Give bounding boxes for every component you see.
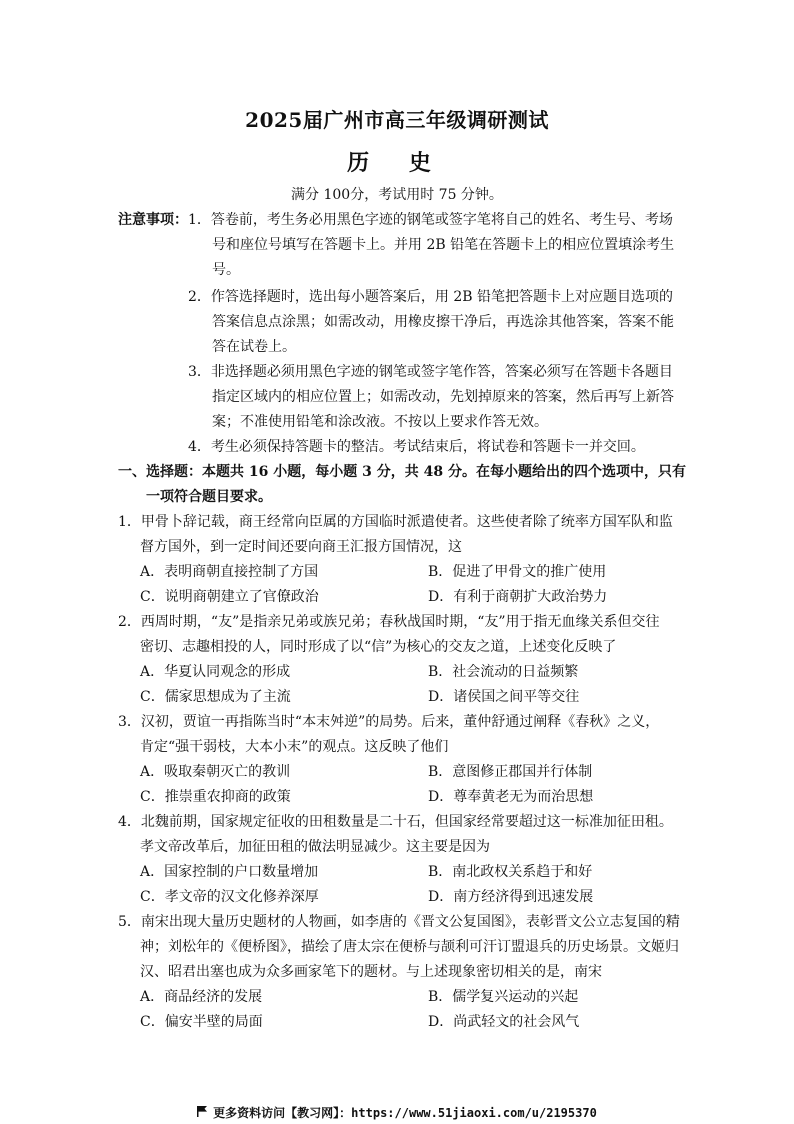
question-stem: 2．西周时期，“友”是指亲兄弟或族兄弟；春秋战国时期，“友”用于指无血缘关系但交往	[118, 614, 660, 630]
exam-title: 2025届广州市高三年级调研测试	[245, 108, 549, 132]
option-d: D．尊奉黄老无为而治思想	[428, 789, 594, 805]
question-stem: 1．甲骨卜辞记载，商王经常向臣属的方国临时派遣使者。这些使者除了统率方国军队和监	[118, 514, 673, 530]
notes-line: 3．非选择题必须用黑色字迹的钢笔或签字笔作答，答案必须写在答题卡各题目	[188, 364, 673, 380]
option-d: D．有利于商朝扩大政治势力	[428, 589, 608, 605]
option-c: C．儒家思想成为了主流	[140, 689, 291, 705]
section-heading-cont: 一项符合题目要求。	[146, 489, 272, 505]
option-b: B．促进了甲骨文的推广使用	[428, 564, 607, 580]
notes-line: 号和座位号填写在答题卡上。并用 2B 铅笔在答题卡上的相应位置填涂考生	[212, 237, 675, 253]
option-d: D．尚武轻文的社会风气	[428, 1014, 580, 1030]
option-a: A．商品经济的发展	[140, 989, 263, 1005]
option-d: D．南方经济得到迅速发展	[428, 889, 594, 905]
option-b: B．南北政权关系趋于和好	[428, 864, 593, 880]
question-stem: 3．汉初，贾谊一再指陈当时“本末舛逆”的局势。后来，董仲舒通过阐释《春秋》之义，	[118, 714, 660, 730]
option-a: A．华夏认同观念的形成	[140, 664, 291, 680]
option-c: C．孝文帝的汉文化修养深厚	[140, 889, 319, 905]
question-stem: 肯定“强干弱枝，大本小末”的观点。这反映了他们	[140, 739, 449, 755]
notes-line: 4．考生必须保持答题卡的整洁。考试结束后，将试卷和答题卡一并交回。	[188, 439, 645, 455]
notes-line: 指定区域内的相应位置上；如需改动，先划掉原来的答案，然后再写上新答	[212, 389, 674, 405]
question-stem: 督方国外，到一定时间还要向商王汇报方国情况，这	[140, 539, 462, 555]
option-c: C．说明商朝建立了官僚政治	[140, 589, 319, 605]
option-c: C．推崇重农抑商的政策	[140, 789, 291, 805]
subject-title: 历 史	[347, 150, 447, 176]
notes-line: 号。	[212, 262, 240, 278]
option-a: A．吸取秦朝灭亡的教训	[140, 764, 291, 780]
notes-line: 答在试卷上。	[212, 339, 296, 355]
option-b: B．社会流动的日益频繁	[428, 664, 579, 680]
question-stem: 汉、昭君出塞也成为众多画家笔下的题材。与上述现象密切相关的是，南宋	[140, 964, 602, 980]
notes-line: 答案信息点涂黑；如需改动，用橡皮擦干净后，再选涂其他答案，答案不能	[212, 314, 674, 330]
notes-label: 注意事项：	[118, 212, 188, 228]
notes-line: 2．作答选择题时，选出每小题答案后，用 2B 铅笔把答题卡上对应题目选项的	[188, 289, 674, 305]
option-b: B．意图修正郡国并行体制	[428, 764, 593, 780]
option-c: C．偏安半壁的局面	[140, 1014, 263, 1030]
question-stem: 密切、志趣相投的人，同时形成了以“信”为核心的交友之道，上述变化反映了	[140, 639, 617, 655]
option-a: A．表明商朝直接控制了方国	[140, 564, 319, 580]
notes-line: 案；不准使用铅笔和涂改液。不按以上要求作答无效。	[212, 414, 548, 430]
question-stem: 孝文帝改革后，加征田租的做法明显减少。这主要是因为	[140, 839, 490, 855]
footer-link[interactable]	[0, 1104, 794, 1121]
question-stem: 4．北魏前期，国家规定征收的田租数量是二十石，但国家经常要超过这一标准加征田租。	[118, 814, 673, 830]
question-stem: 5．南宋出现大量历史题材的人物画，如李唐的《晋文公复国图》，表彰晋文公立志复国的精	[118, 914, 680, 930]
section-heading: 一、选择题：本题共 16 小题，每小题 3 分，共 48 分。在每小题给出的四个选项中，只有	[118, 464, 686, 480]
option-b: B．儒学复兴运动的兴起	[428, 989, 579, 1005]
footer-text: 更多资料访问【教习网】：https://www.51jiaoxi.com/u/2195370	[213, 1106, 597, 1120]
question-stem: 神；刘松年的《便桥图》，描绘了唐太宗在便桥与颉利可汗订盟退兵的历史场景。文姬归	[140, 939, 679, 955]
exam-meta: 满分 100分，考试用时 75 分钟。	[291, 187, 503, 203]
flag-icon	[197, 1106, 207, 1120]
option-d: D．诸侯国之间平等交往	[428, 689, 580, 705]
notes-line: 1．答卷前，考生务必用黑色字迹的钢笔或签字笔将自己的姓名、考生号、考场	[188, 212, 673, 228]
option-a: A．国家控制的户口数量增加	[140, 864, 319, 880]
